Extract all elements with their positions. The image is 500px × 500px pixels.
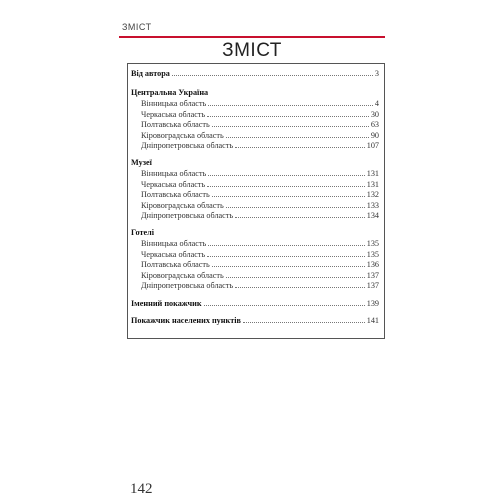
spacer xyxy=(131,221,379,228)
dot-leader xyxy=(208,98,373,106)
dot-leader xyxy=(235,280,365,288)
toc-entry[interactable] xyxy=(131,140,379,151)
toc-entry-page: 30 xyxy=(370,109,379,119)
spacer xyxy=(131,291,379,298)
toc-entry-label: Полтавська область xyxy=(141,260,210,269)
dot-leader xyxy=(212,189,365,197)
toc-entry[interactable] xyxy=(131,280,379,291)
toc-entry[interactable] xyxy=(131,270,379,281)
dot-leader xyxy=(172,68,373,76)
toc-entry-label: Вінницька область xyxy=(141,99,207,108)
toc-section-title: Центральна Україна xyxy=(131,87,209,97)
toc-entry-label: Вінницька область xyxy=(141,239,207,248)
toc-entry[interactable] xyxy=(131,189,379,200)
toc-section-title: Готелі xyxy=(131,227,154,237)
toc-entry-label: Дніпропетровська область xyxy=(141,281,234,290)
toc-entry-label: Кіровоградська область xyxy=(141,130,224,140)
spacer xyxy=(131,151,379,158)
toc-entry[interactable] xyxy=(131,179,379,190)
toc-entry-page: 139 xyxy=(366,298,379,308)
toc-entry-label: Полтавська область xyxy=(141,190,210,199)
toc-entry-page: 134 xyxy=(366,211,379,220)
page-title: ЗМІСТ xyxy=(222,40,282,61)
toc-entry[interactable] xyxy=(131,259,379,270)
toc-entry[interactable] xyxy=(131,98,379,109)
spacer xyxy=(131,79,379,88)
toc-entry-page: 135 xyxy=(366,239,379,248)
page-number: 142 xyxy=(130,481,153,497)
dot-leader xyxy=(212,119,369,127)
toc-entry-label: Дніпропетровська область xyxy=(141,141,234,150)
toc-entry-label: Іменний покажчик xyxy=(131,298,202,308)
toc-entry-page: 131 xyxy=(366,179,379,189)
toc-entry[interactable] xyxy=(131,130,379,141)
toc-section-title: Музеї xyxy=(131,157,152,167)
dot-leader xyxy=(235,140,365,148)
toc-entry[interactable] xyxy=(131,200,379,211)
toc-entry-label: Від автора xyxy=(131,69,170,78)
toc-entry-page: 90 xyxy=(370,130,379,140)
toc-entry-page: 132 xyxy=(366,190,379,199)
toc-entry-page: 135 xyxy=(366,249,379,259)
dot-leader xyxy=(208,238,364,246)
toc-entry-name-index[interactable] xyxy=(131,298,379,309)
running-head xyxy=(119,20,385,34)
dot-leader xyxy=(235,210,365,218)
toc-entry-label: Полтавська область xyxy=(141,120,210,129)
toc-entry-label: Дніпропетровська область xyxy=(141,211,234,220)
toc-entry-page: 137 xyxy=(366,270,379,280)
running-head-text: ЗМІСТ xyxy=(122,22,152,32)
toc-entry[interactable] xyxy=(131,119,379,130)
toc-entry[interactable] xyxy=(131,109,379,120)
toc-entry[interactable] xyxy=(131,249,379,260)
toc-entry-label: Черкаська область xyxy=(141,249,206,259)
toc-entry-label: Черкаська область xyxy=(141,109,206,119)
toc-entry-label: Черкаська область xyxy=(141,179,206,189)
toc-entry-page: 137 xyxy=(366,281,379,290)
dot-leader xyxy=(243,315,365,323)
dot-leader xyxy=(207,249,365,257)
toc-entry-page: 63 xyxy=(370,120,379,129)
spacer xyxy=(131,308,379,315)
toc-entry[interactable] xyxy=(131,168,379,179)
dot-leader xyxy=(207,179,365,187)
header-rule xyxy=(119,36,385,38)
toc-entry-label: Покажчик населених пунктів xyxy=(131,316,241,325)
toc-entry[interactable] xyxy=(131,238,379,249)
toc-entry-label: Вінницька область xyxy=(141,169,207,178)
dot-leader xyxy=(212,259,365,267)
toc-entry-page: 133 xyxy=(366,200,379,210)
dot-leader xyxy=(208,168,364,176)
toc-entry-label: Кіровоградська область xyxy=(141,270,224,280)
dot-leader xyxy=(226,270,365,278)
toc-entry-page: 3 xyxy=(374,69,379,78)
toc-entry-page: 107 xyxy=(366,141,379,150)
toc-entry-page: 4 xyxy=(374,99,379,108)
table-of-contents xyxy=(131,68,379,326)
toc-entry-intro[interactable] xyxy=(131,68,379,79)
dot-leader xyxy=(226,200,365,208)
toc-entry-page: 141 xyxy=(366,316,379,325)
book-page xyxy=(119,0,385,500)
dot-leader xyxy=(207,109,369,117)
toc-entry[interactable] xyxy=(131,210,379,221)
toc-entry-page: 131 xyxy=(366,169,379,178)
toc-entry-places-index[interactable] xyxy=(131,315,379,326)
toc-entry-page: 136 xyxy=(366,260,379,269)
toc-entry-label: Кіровоградська область xyxy=(141,200,224,210)
dot-leader xyxy=(226,130,369,138)
dot-leader xyxy=(204,298,365,306)
